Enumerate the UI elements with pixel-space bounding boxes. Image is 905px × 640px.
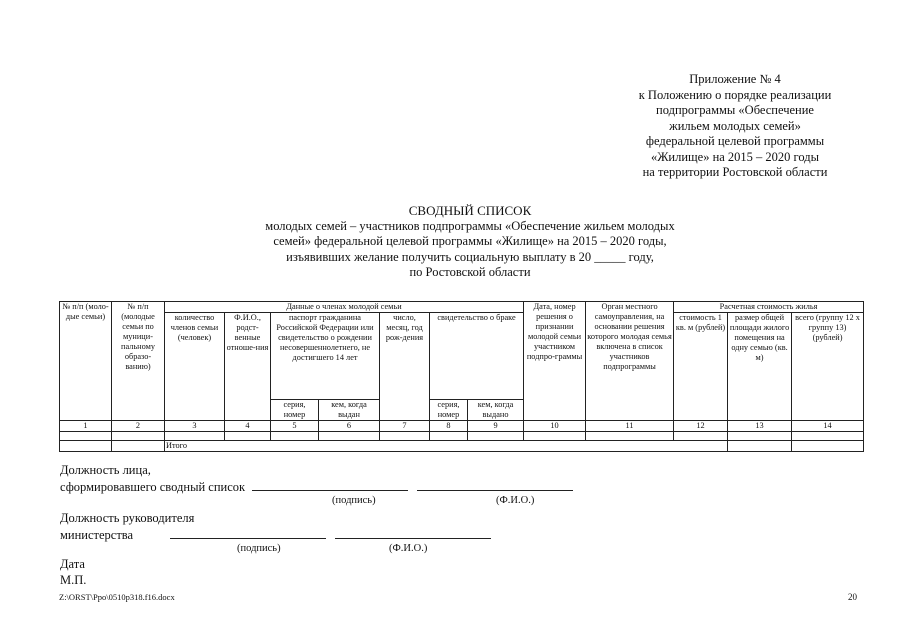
head-signature-caption: (подпись) xyxy=(237,543,281,554)
head-name-line xyxy=(335,526,491,539)
appendix-line: на территории Ростовской области xyxy=(642,165,828,179)
header-passport: паспорт гражданина Российской Федерации или свидетельство о рождении несовершеннолетнего, не достигшего 14 лет xyxy=(271,313,380,400)
head-position-label: Должность руководителя xyxy=(60,511,195,525)
header-local-authority: Орган местного самоуправления, на основании решения которого молодая семья включена в список участников подпрограммы xyxy=(586,302,674,421)
page-title: СВОДНЫЙ СПИСОК xyxy=(408,203,532,218)
appendix-line: Приложение № 4 xyxy=(689,72,781,86)
header-passport-issued: кем, когда выдан xyxy=(319,400,380,421)
header-full-name: Ф.И.О., родст-венные отноше-ния xyxy=(225,313,271,421)
head-signature-line xyxy=(170,526,326,539)
page-number: 20 xyxy=(848,592,857,602)
header-family-members-group: Данные о членах молодой семьи xyxy=(165,302,524,313)
header-cost-per-sqm: стоимость 1 кв. м (рублей) xyxy=(674,313,728,421)
header-family-number: № п/п (моло-дые семьи) xyxy=(60,302,112,421)
column-number: 6 xyxy=(319,421,380,432)
header-marriage-issued: кем, когда выдано xyxy=(468,400,524,421)
column-number: 7 xyxy=(380,421,430,432)
header-members-count: количество членов семьи (человек) xyxy=(165,313,225,421)
title-line: молодых семей – участников подпрограммы «Обеспечение жильем молодых xyxy=(265,218,675,233)
column-number: 4 xyxy=(225,421,271,432)
column-number: 10 xyxy=(524,421,586,432)
appendix-line: подпрограммы «Обеспечение xyxy=(656,103,814,117)
appendix-header xyxy=(600,72,870,181)
header-total-area: размер общей площади жилого помещения на одну семью (кв. м) xyxy=(728,313,792,421)
head-position-label-2 xyxy=(60,526,491,543)
file-path: Z:\ORST\Ppo\0510p318.f16.docx xyxy=(59,592,175,602)
column-number: 12 xyxy=(674,421,728,432)
header-municipal-number: № п/п (молодые семьи по муници-пальному образо-ванию) xyxy=(112,302,165,421)
total-row xyxy=(60,441,864,452)
header-decision-date: Дата, номер решения о признании молодой семьи участником подпро-граммы xyxy=(524,302,586,421)
name-line xyxy=(417,478,573,491)
signature-caption: (подпись) xyxy=(332,495,376,506)
title-line: по Ростовской области xyxy=(409,265,531,279)
header-passport-series: серия, номер xyxy=(271,400,319,421)
date-label: Дата xyxy=(60,557,85,571)
ministry-text: министерства xyxy=(60,528,134,542)
column-number: 11 xyxy=(586,421,674,432)
column-number: 5 xyxy=(271,421,319,432)
signature-line xyxy=(252,478,408,491)
header-total-cost: всего (группу 12 х группу 13) (рублей) xyxy=(792,313,864,421)
header-housing-cost-group: Расчетная стоимость жилья xyxy=(674,302,864,313)
column-number: 13 xyxy=(728,421,792,432)
official-role-text: сформировавшего сводный список xyxy=(60,480,246,494)
stamp-label: М.П. xyxy=(60,573,87,587)
header-marriage-certificate: свидетельство о браке xyxy=(430,313,524,400)
summary-table xyxy=(59,301,864,452)
title-line: семей» федеральной целевой программы «Жилище» на 2015 – 2020 годы, xyxy=(273,234,667,248)
column-numbers-row xyxy=(60,421,864,432)
appendix-line: к Положению о порядке реализации xyxy=(638,87,832,102)
column-number: 3 xyxy=(165,421,225,432)
column-number: 9 xyxy=(468,421,524,432)
document-title xyxy=(120,203,820,281)
appendix-line: федеральной целевой программы xyxy=(645,134,825,148)
total-label: Итого xyxy=(165,441,728,452)
column-number: 8 xyxy=(430,421,468,432)
column-number: 1 xyxy=(60,421,112,432)
name-caption: (Ф.И.О.) xyxy=(496,495,535,506)
appendix-line: «Жилище» на 2015 – 2020 годы xyxy=(650,149,820,164)
head-name-caption: (Ф.И.О.) xyxy=(389,543,428,554)
table-row xyxy=(60,432,864,441)
header-birth-date: число, месяц, год рож-дения xyxy=(380,313,430,421)
header-marriage-series: серия, номер xyxy=(430,400,468,421)
appendix-line: жильем молодых семей» xyxy=(669,118,801,133)
official-position-label: Должность лица, xyxy=(60,463,151,477)
official-position-label-2 xyxy=(60,478,573,495)
column-number: 2 xyxy=(112,421,165,432)
column-number: 14 xyxy=(792,421,864,432)
title-line: изъявивших желание получить социальную выплату в 20 _____ году, xyxy=(286,249,654,264)
